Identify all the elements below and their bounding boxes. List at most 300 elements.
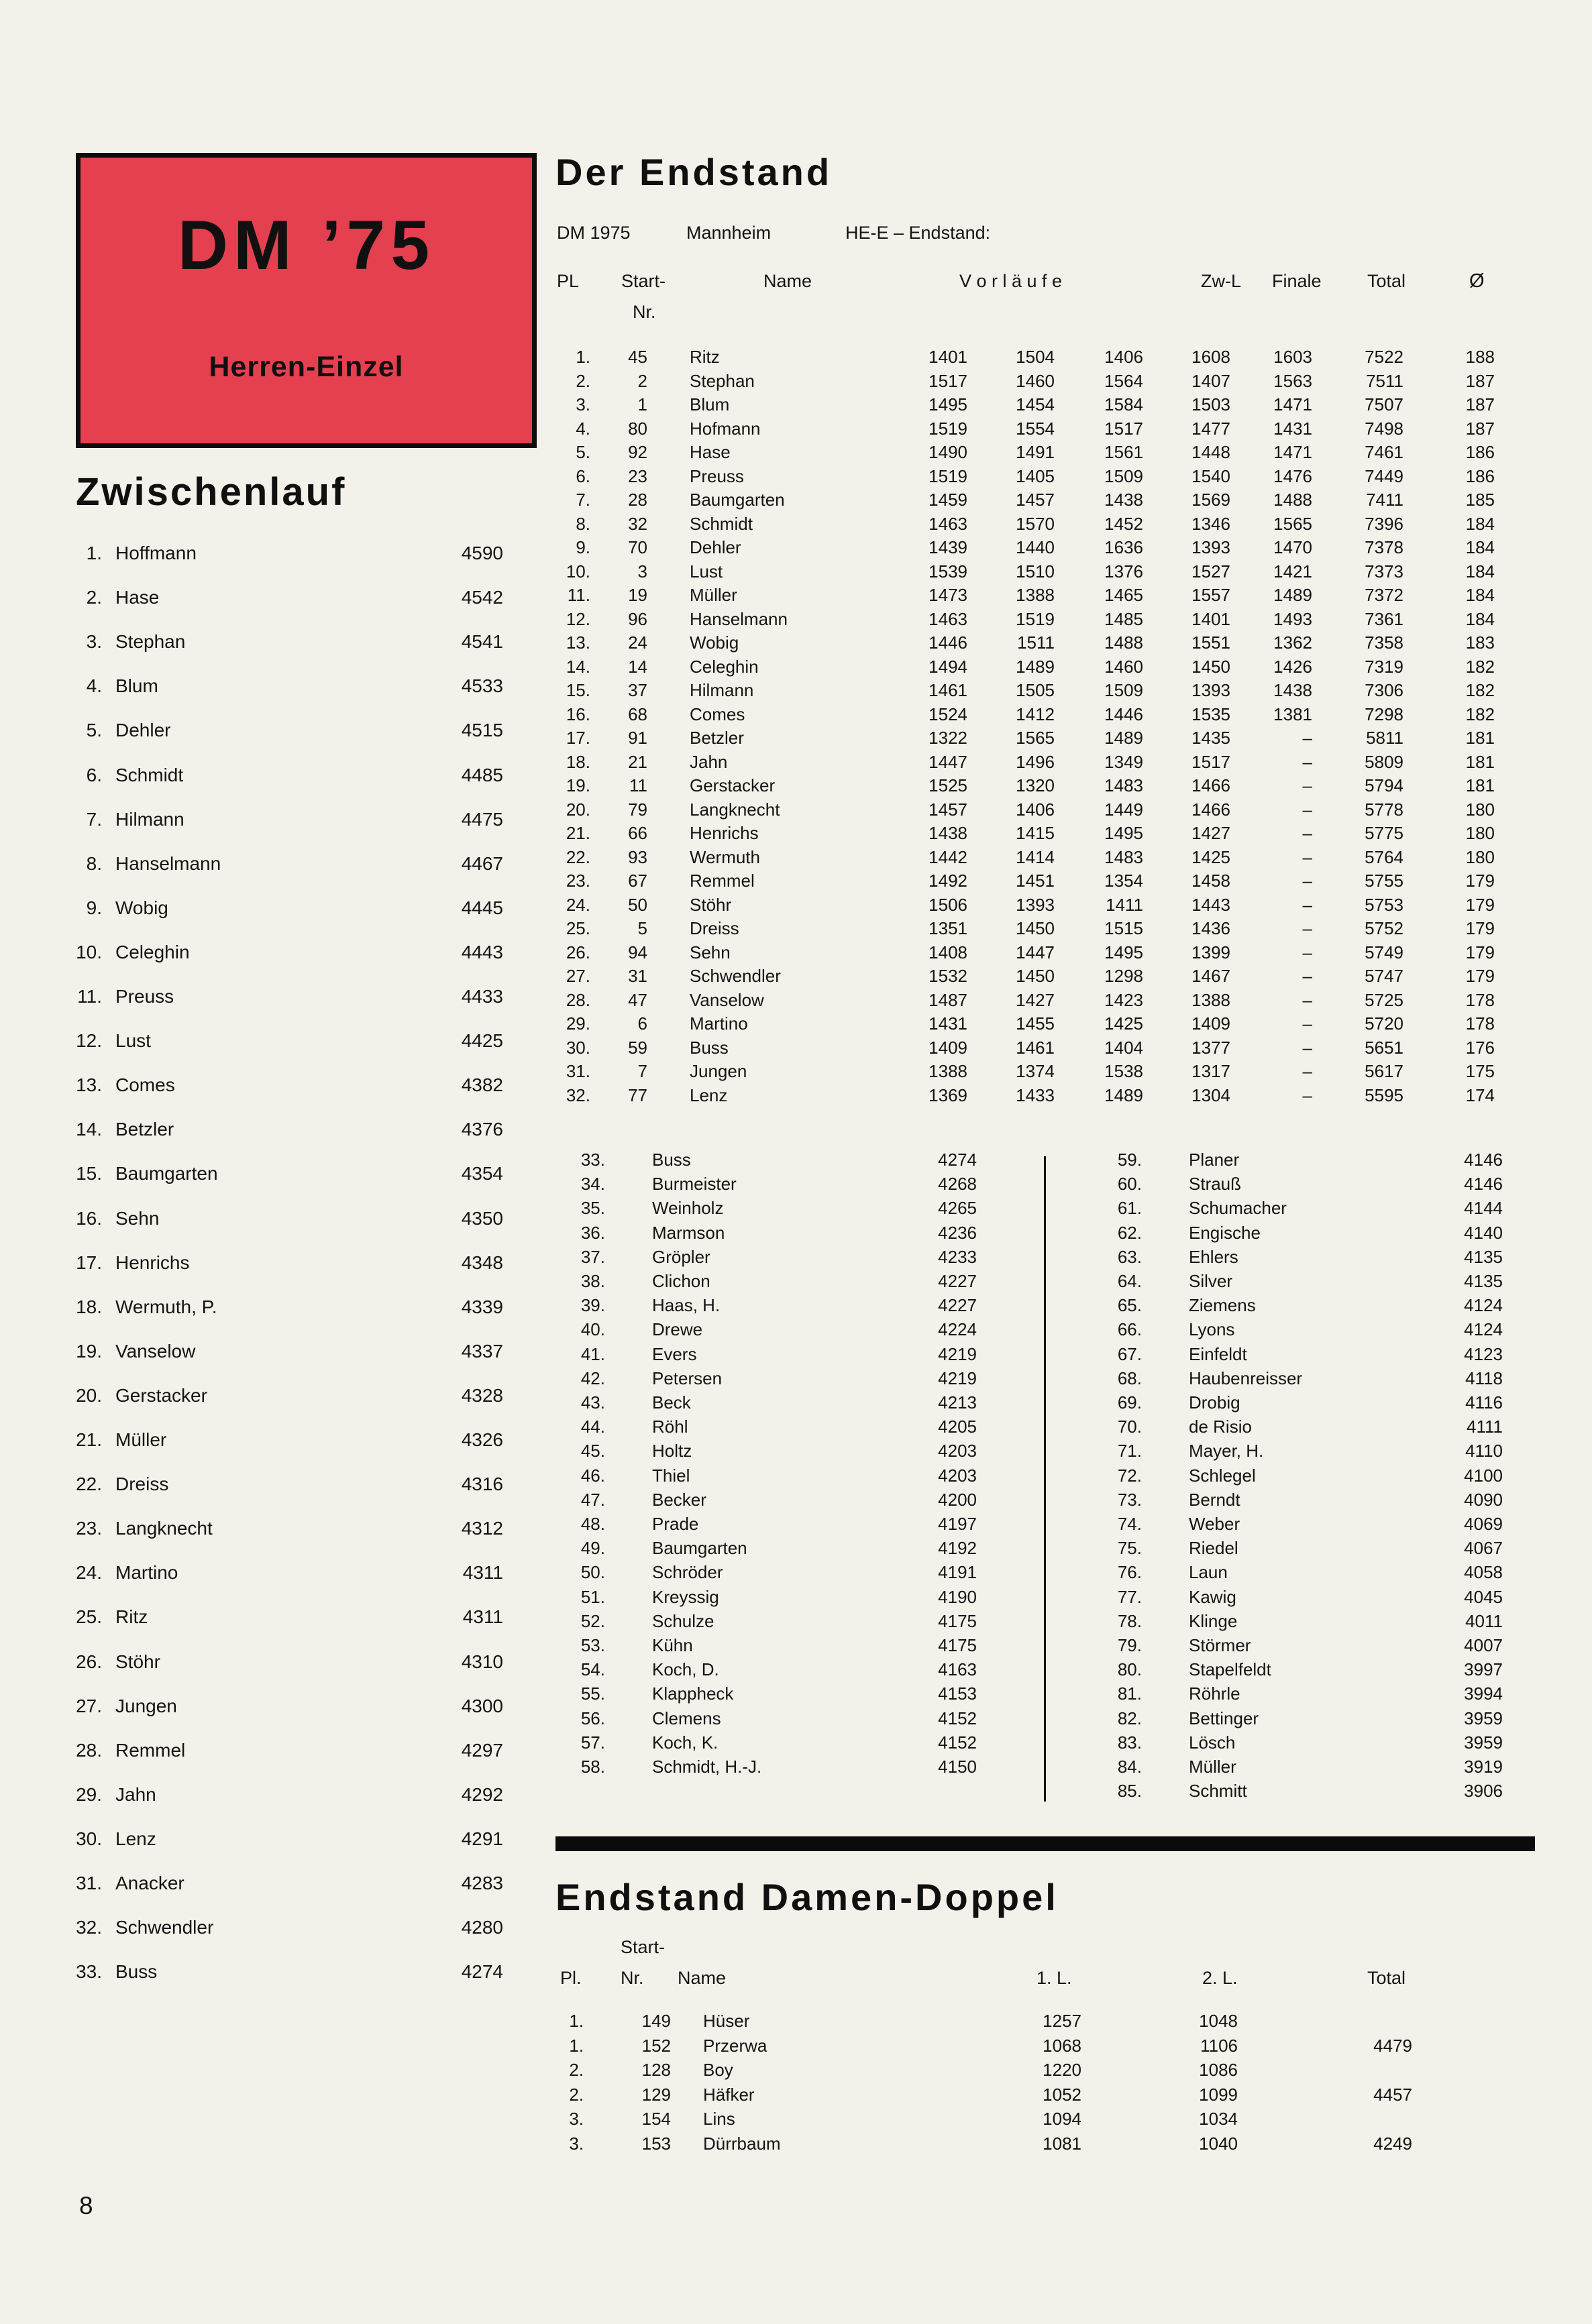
qualifier-row	[557, 1197, 1026, 1219]
zwischenlauf-score: 1399	[1191, 942, 1230, 962]
start-number: 77	[628, 1085, 647, 1105]
rank-label: 72.	[1117, 1465, 1142, 1486]
total-score: 5753	[1365, 894, 1403, 915]
qualifier-row	[557, 1707, 1026, 1730]
player-name: Schwendler	[115, 1917, 214, 1938]
place-label: 18.	[566, 751, 590, 772]
player-name: Röhl	[652, 1417, 688, 1437]
column-header-vorlaeufe: V o r l ä u f e	[959, 271, 1063, 291]
player-name: Müller	[690, 585, 737, 605]
vorlauf-1-score: 1457	[928, 799, 967, 820]
player-name: Hilmann	[690, 680, 754, 700]
start-number: 3	[637, 561, 647, 582]
score-value: 4123	[1464, 1343, 1503, 1364]
finale-score: 1489	[1273, 585, 1312, 605]
finale-score: –	[1302, 871, 1312, 891]
rank-label: 50.	[580, 1562, 605, 1583]
player-name: Hüser	[703, 2011, 750, 2031]
score-value: 4175	[938, 1610, 977, 1631]
total-score: 7461	[1365, 442, 1403, 462]
average-score: 179	[1465, 942, 1495, 962]
zwischenlauf-score: 1393	[1191, 537, 1230, 557]
average-score: 187	[1465, 394, 1495, 414]
qualifier-row	[1094, 1391, 1563, 1414]
zwischenlauf-score: 1346	[1191, 513, 1230, 534]
qualifier-row	[1094, 1270, 1563, 1292]
rank-label: 21.	[76, 1429, 102, 1450]
qualifier-row	[557, 1512, 1026, 1535]
zwischenlauf-row	[67, 1517, 523, 1540]
rank-label: 2.	[86, 587, 102, 608]
total-score: 7378	[1365, 537, 1403, 557]
start-number: 154	[641, 2109, 671, 2129]
start-number: 92	[628, 442, 647, 462]
place-label: 25.	[566, 918, 590, 938]
zwischenlauf-row	[67, 1296, 523, 1319]
finale-score: 1421	[1273, 561, 1312, 582]
rank-label: 30.	[76, 1828, 102, 1849]
player-name: Lösch	[1189, 1732, 1236, 1753]
event-badge-subtitle: Herren-Einzel	[209, 351, 404, 383]
zwischenlauf-score: 1443	[1191, 894, 1230, 915]
vorlauf-2-score: 1510	[1016, 561, 1055, 582]
player-name: Lenz	[115, 1828, 156, 1849]
vorlauf-1-score: 1388	[928, 1061, 967, 1081]
total-score: 7361	[1365, 608, 1403, 629]
rank-label: 63.	[1117, 1246, 1142, 1267]
zwischenlauf-score: 1467	[1191, 966, 1230, 986]
player-name: Holtz	[652, 1441, 692, 1461]
damen-start-label: Start-	[621, 1937, 666, 1957]
player-name: Kühn	[652, 1635, 693, 1655]
rank-label: 13.	[76, 1074, 102, 1096]
column-divider	[1044, 1156, 1046, 1802]
rank-label: 68.	[1117, 1368, 1142, 1388]
score-value: 4339	[461, 1296, 503, 1317]
player-name: Schmitt	[1189, 1781, 1247, 1802]
vorlauf-1-score: 1409	[928, 1037, 967, 1058]
player-name: Buss	[690, 1037, 729, 1058]
player-name: Ritz	[690, 347, 720, 367]
rank-label: 33.	[76, 1961, 102, 1983]
vorlauf-3-score: 1423	[1104, 989, 1143, 1010]
player-name: Anacker	[115, 1873, 184, 1893]
zwischenlauf-row	[67, 852, 523, 875]
total-score: 4457	[1373, 2084, 1412, 2105]
endstand-row	[557, 1084, 1496, 1107]
player-name: Bettinger	[1189, 1708, 1259, 1728]
total-score: 5809	[1365, 751, 1403, 772]
player-name: Preuss	[690, 465, 744, 486]
place-label: 8.	[576, 513, 590, 534]
zwischenlauf-score: 1304	[1191, 1085, 1230, 1105]
vorlauf-3-score: 1564	[1104, 370, 1143, 391]
vorlauf-1-score: 1447	[928, 751, 967, 772]
vorlauf-1-score: 1539	[928, 561, 967, 582]
endstand-row	[557, 441, 1496, 463]
vorlauf-3-score: 1488	[1104, 632, 1143, 653]
rank-label: 52.	[580, 1610, 605, 1631]
rank-label: 71.	[1117, 1441, 1142, 1461]
total-score: 7511	[1366, 370, 1403, 391]
vorlauf-1-score: 1525	[928, 775, 967, 795]
zwischenlauf-row	[67, 630, 523, 653]
endstand-row	[557, 465, 1496, 488]
player-name: Baumgarten	[652, 1538, 747, 1559]
total-score: 5720	[1365, 1013, 1403, 1034]
qualifier-row	[1094, 1682, 1563, 1705]
zwischenlauf-row	[67, 1561, 523, 1584]
rank-label: 51.	[580, 1586, 605, 1607]
vorlauf-1-score: 1495	[928, 394, 967, 414]
vorlauf-2-score: 1320	[1016, 775, 1055, 795]
player-name: Langknecht	[690, 799, 780, 820]
rank-label: 48.	[580, 1514, 605, 1534]
qualifier-row	[1094, 1488, 1563, 1511]
qualifier-row	[557, 1755, 1026, 1778]
rank-label: 31.	[76, 1873, 102, 1893]
average-score: 184	[1465, 608, 1495, 629]
finale-score: –	[1302, 918, 1312, 938]
vorlauf-2-score: 1405	[1016, 465, 1055, 486]
total-score: 4479	[1373, 2035, 1412, 2056]
rank-label: 61.	[1117, 1198, 1142, 1219]
score-value: 4144	[1464, 1198, 1503, 1219]
endstand-row	[557, 488, 1496, 511]
finale-score: –	[1302, 1061, 1312, 1081]
score-value: 4236	[938, 1222, 977, 1243]
zwischenlauf-row	[67, 1695, 523, 1718]
average-score: 174	[1465, 1085, 1495, 1105]
rank-label: 56.	[580, 1708, 605, 1728]
start-number: 153	[641, 2133, 671, 2154]
player-name: Jungen	[115, 1695, 177, 1716]
score-value: 4007	[1464, 1635, 1503, 1655]
vorlauf-3-score: 1349	[1104, 751, 1143, 772]
player-name: Celeghin	[115, 941, 190, 962]
score-value: 4274	[461, 1961, 503, 1983]
column-header-pl: PL	[557, 271, 580, 291]
place-label: 1.	[569, 2011, 584, 2031]
vorlauf-1-score: 1369	[928, 1085, 967, 1105]
player-name: Mayer, H.	[1189, 1441, 1264, 1461]
player-name: Hase	[690, 442, 731, 462]
player-name: Weber	[1189, 1514, 1240, 1534]
finale-score: 1563	[1273, 370, 1312, 391]
vorlauf-3-score: 1406	[1104, 347, 1143, 367]
qualifier-row	[1094, 1367, 1563, 1390]
player-name: Drobig	[1189, 1392, 1240, 1413]
player-name: Strauß	[1189, 1174, 1242, 1195]
lauf-2-score: 1106	[1200, 2035, 1238, 2056]
player-name: Sehn	[115, 1207, 160, 1229]
qualifier-list-right	[1094, 1148, 1563, 1819]
qualifier-row	[557, 1586, 1026, 1608]
endstand-row	[557, 1012, 1496, 1035]
vorlauf-3-score: 1404	[1104, 1037, 1143, 1058]
endstand-row	[557, 631, 1496, 654]
lauf-2-score: 1099	[1199, 2084, 1238, 2105]
rank-label: 20.	[76, 1384, 102, 1406]
score-value: 4291	[461, 1828, 503, 1849]
rank-label: 28.	[76, 1739, 102, 1761]
player-name: Schröder	[652, 1562, 723, 1583]
player-name: Einfeldt	[1189, 1343, 1247, 1364]
zwischenlauf-row	[67, 897, 523, 920]
rank-label: 65.	[1117, 1295, 1142, 1316]
place-label: 2.	[569, 2060, 584, 2080]
qualifier-row	[1094, 1172, 1563, 1195]
endstand-row	[557, 584, 1496, 606]
rank-label: 46.	[580, 1465, 605, 1486]
place-label: 30.	[566, 1037, 590, 1058]
player-name: Ehlers	[1189, 1246, 1238, 1267]
average-score: 184	[1465, 537, 1495, 557]
place-label: 21.	[566, 823, 590, 843]
start-number: 14	[628, 656, 647, 677]
place-label: 11.	[567, 585, 590, 605]
rank-label: 79.	[1117, 1635, 1142, 1655]
zwischenlauf-score: 1409	[1191, 1013, 1230, 1034]
damen-table	[557, 2009, 1496, 2184]
qualifier-row	[1094, 1755, 1563, 1778]
rank-label: 39.	[580, 1295, 605, 1316]
finale-score: 1471	[1273, 394, 1312, 414]
player-name: Müller	[115, 1429, 167, 1450]
zwischenlauf-score: 1503	[1191, 394, 1230, 414]
lauf-2-score: 1086	[1199, 2060, 1238, 2080]
damen-doppel-title: Endstand Damen-Doppel	[555, 1876, 1059, 1918]
vorlauf-2-score: 1447	[1016, 942, 1055, 962]
finale-score: 1493	[1273, 608, 1312, 629]
player-name: Wobig	[115, 897, 168, 918]
endstand-row	[557, 846, 1496, 869]
score-value: 4090	[1464, 1489, 1503, 1510]
player-name: Beck	[652, 1392, 691, 1413]
vorlauf-2-score: 1496	[1016, 751, 1055, 772]
column-header-total: Total	[1367, 1968, 1406, 1988]
section-divider-bar	[555, 1836, 1535, 1851]
total-score: 7373	[1365, 561, 1403, 582]
player-name: Comes	[115, 1074, 175, 1096]
rank-label: 8.	[86, 852, 102, 874]
start-number: 80	[628, 418, 647, 439]
player-name: Langknecht	[115, 1518, 213, 1539]
zwischenlauf-score: 1466	[1191, 799, 1230, 820]
zwischenlauf-row	[67, 1207, 523, 1230]
start-number: 19	[628, 585, 647, 605]
start-number: 66	[628, 823, 647, 843]
score-value: 4590	[461, 543, 503, 563]
qualifier-row	[557, 1391, 1026, 1414]
vorlauf-1-score: 1487	[928, 989, 967, 1010]
place-label: 22.	[566, 846, 590, 867]
vorlauf-2-score: 1451	[1016, 871, 1055, 891]
score-value: 4300	[461, 1695, 503, 1716]
player-name: Röhrle	[1189, 1683, 1240, 1704]
vorlauf-2-score: 1504	[1016, 347, 1055, 367]
average-score: 180	[1465, 799, 1495, 820]
score-value: 4425	[461, 1030, 503, 1052]
zwischenlauf-score: 1427	[1191, 823, 1230, 843]
score-value: 4515	[461, 720, 503, 741]
score-value: 4311	[462, 1606, 503, 1628]
score-value: 4135	[1464, 1271, 1503, 1291]
rank-label: 84.	[1117, 1757, 1142, 1777]
score-value: 4312	[461, 1518, 503, 1539]
finale-score: 1426	[1273, 656, 1312, 677]
player-name: Kreyssig	[652, 1586, 719, 1607]
player-name: Schmidt, H.-J.	[652, 1757, 762, 1777]
place-label: 9.	[576, 537, 590, 557]
vorlauf-1-score: 1431	[928, 1013, 967, 1034]
rank-label: 40.	[580, 1319, 605, 1340]
player-name: Lenz	[690, 1085, 728, 1105]
qualifier-row	[1094, 1586, 1563, 1608]
zwischenlauf-row	[67, 941, 523, 964]
start-number: 11	[629, 775, 647, 795]
endstand-row	[557, 345, 1496, 368]
score-value: 3959	[1464, 1708, 1503, 1728]
player-name: Comes	[690, 704, 745, 724]
zwischenlauf-score: 1450	[1191, 656, 1230, 677]
player-name: Schwendler	[690, 966, 781, 986]
rank-label: 18.	[76, 1296, 102, 1317]
start-number: 31	[628, 966, 647, 986]
player-name: Klinge	[1189, 1610, 1238, 1631]
damen-row	[557, 2083, 1496, 2106]
rank-label: 75.	[1117, 1538, 1142, 1559]
score-value: 4376	[461, 1119, 503, 1140]
place-label: 20.	[566, 799, 590, 820]
player-name: Schmidt	[115, 764, 184, 785]
vorlauf-2-score: 1554	[1016, 418, 1055, 439]
finale-score: 1565	[1273, 513, 1312, 534]
player-name: Lyons	[1189, 1319, 1235, 1340]
player-name: Koch, D.	[652, 1659, 719, 1680]
zwischenlauf-row	[67, 1030, 523, 1052]
score-value: 4124	[1464, 1319, 1503, 1340]
total-score: 5749	[1365, 942, 1403, 962]
qualifier-row	[1094, 1634, 1563, 1657]
finale-score: –	[1302, 799, 1312, 820]
column-header-total: Total	[1367, 271, 1406, 291]
vorlauf-3-score: 1489	[1104, 1085, 1143, 1105]
event-badge-title: DM ’75	[177, 207, 435, 284]
start-number: 7	[637, 1061, 647, 1081]
zwischenlauf-row	[67, 1606, 523, 1628]
start-number: 59	[628, 1037, 647, 1058]
rank-label: 37.	[580, 1246, 605, 1267]
vorlauf-3-score: 1517	[1104, 418, 1143, 439]
player-name: Haas, H.	[652, 1295, 721, 1316]
rank-label: 62.	[1117, 1222, 1142, 1243]
rank-label: 9.	[86, 897, 102, 918]
player-name: Riedel	[1189, 1538, 1238, 1559]
average-score: 188	[1465, 347, 1495, 367]
qualifier-row	[557, 1658, 1026, 1681]
damen-row	[557, 2132, 1496, 2155]
score-value: 4200	[938, 1489, 977, 1510]
rank-label: 74.	[1117, 1514, 1142, 1534]
endstand-row	[557, 798, 1496, 821]
endstand-row	[557, 869, 1496, 892]
start-number: 37	[628, 680, 647, 700]
place-label: 14.	[566, 656, 590, 677]
vorlauf-2-score: 1570	[1016, 513, 1055, 534]
start-number: 91	[628, 728, 647, 748]
score-value: 4541	[461, 631, 503, 653]
player-name: Jungen	[690, 1061, 747, 1081]
zwischenlauf-title: Zwischenlauf	[76, 470, 347, 514]
endstand-row	[557, 417, 1496, 440]
vorlauf-2-score: 1454	[1016, 394, 1055, 414]
player-name: Lins	[703, 2109, 735, 2129]
finale-score: 1470	[1273, 537, 1312, 557]
player-name: Stöhr	[115, 1651, 160, 1672]
vorlauf-3-score: 1354	[1104, 871, 1143, 891]
vorlauf-2-score: 1505	[1016, 680, 1055, 700]
qualifier-row	[557, 1270, 1026, 1292]
score-value: 4146	[1464, 1150, 1503, 1170]
zwischenlauf-score: 1517	[1191, 751, 1230, 772]
place-label: 3.	[569, 2133, 584, 2154]
rank-label: 19.	[76, 1340, 102, 1362]
score-value: 4203	[938, 1441, 977, 1461]
score-value: 4205	[938, 1417, 977, 1437]
zwischenlauf-score: 1377	[1191, 1037, 1230, 1058]
start-number: 93	[628, 846, 647, 867]
player-name: Schlegel	[1189, 1465, 1256, 1486]
lauf-2-score: 1048	[1199, 2011, 1238, 2031]
vorlauf-2-score: 1374	[1016, 1061, 1055, 1081]
place-label: 12.	[566, 608, 590, 629]
score-value: 4213	[938, 1392, 977, 1413]
rank-label: 85.	[1117, 1781, 1142, 1802]
place-label: 13.	[566, 632, 590, 653]
player-name: Hase	[115, 587, 160, 608]
score-value: 4533	[461, 675, 503, 697]
rank-label: 33.	[580, 1150, 605, 1170]
rank-label: 43.	[580, 1392, 605, 1413]
vorlauf-1-score: 1438	[928, 823, 967, 843]
vorlauf-3-score: 1452	[1104, 513, 1143, 534]
vorlauf-3-score: 1489	[1104, 728, 1143, 748]
place-label: 1.	[569, 2035, 584, 2056]
vorlauf-2-score: 1406	[1016, 799, 1055, 820]
vorlauf-3-score: 1636	[1104, 537, 1143, 557]
rank-label: 25.	[76, 1606, 102, 1628]
total-score: 7411	[1366, 490, 1403, 510]
endstand-row	[557, 560, 1496, 583]
zwischenlauf-row	[67, 1384, 523, 1407]
zwischenlauf-score: 1436	[1191, 918, 1230, 938]
place-label: 24.	[566, 894, 590, 915]
place-label: 3.	[569, 2109, 584, 2129]
rank-label: 66.	[1117, 1319, 1142, 1340]
qualifier-row	[1094, 1318, 1563, 1341]
score-value: 4191	[938, 1562, 977, 1583]
average-score: 185	[1465, 490, 1495, 510]
score-value: 4152	[938, 1708, 977, 1728]
average-score: 180	[1465, 823, 1495, 843]
score-value: 4292	[461, 1783, 503, 1805]
rank-label: 78.	[1117, 1610, 1142, 1631]
score-value: 4328	[461, 1384, 503, 1406]
rank-label: 55.	[580, 1683, 605, 1704]
endstand-table	[557, 345, 1496, 1137]
average-score: 175	[1465, 1061, 1495, 1081]
